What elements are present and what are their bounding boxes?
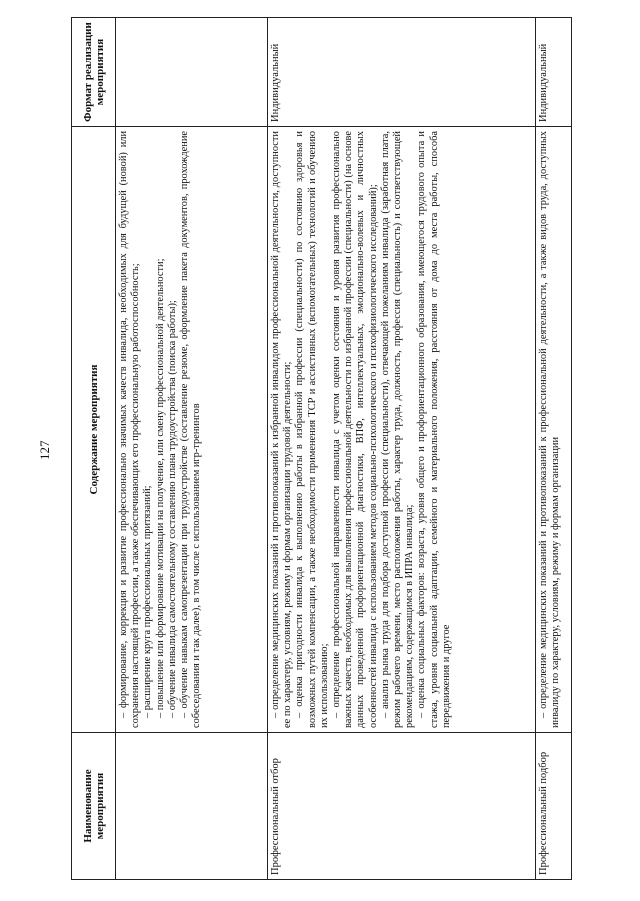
row-format: Индивидуальный [268, 18, 536, 127]
row-name: Профессиональный подбор [536, 733, 572, 880]
list-item: – обучение инвалида самостоятельному составлению плана трудоустройства (поиска работы); [166, 300, 178, 718]
table-row [268, 18, 536, 880]
table-row [536, 18, 572, 880]
list-item: – оценка социальных факторов: возраста, уровня общего и профориентационного образования, имеющегося трудового опыта и стажа, уровня социальной адаптации, семейного и материального положения, расстояния от дома до места работы, способа передвижения и другое [416, 131, 452, 728]
list-item: – определение профессиональной направленности инвалида с учетом оценки состояния и уровня развития профессионально важных качеств, необходимых для выполнения профессиональной деятельности по избранной профессии (специальности) (на основе данных проведенной профориентационной диагностики, ВПФ, интеллектуальных, эмоционально-волевых и личностных особенностей инвалида с использованием методов социально-психологического и психофизиологического исследований); [331, 131, 379, 728]
row-content [116, 127, 268, 733]
header-content: Содержание мероприятия [72, 127, 116, 733]
rotated-table-container [71, 22, 611, 880]
header-format: Формат реализации мероприятия [72, 18, 116, 127]
row-content [536, 127, 572, 733]
list-item: – определение медицинских показаний и противопоказаний к избранной инвалидом профессиональной деятельности, доступности ее по характеру, условиям, режиму и формам организации трудовой деятельности; [270, 131, 294, 728]
list-item: – повышение или формирование мотивации на получение, или смену профессиональной деятельности; [154, 258, 166, 718]
row-format: Индивидуальный [536, 18, 572, 127]
list-item: – формирование, коррекция и развитие профессионально значимых качеств инвалида, необходимых для будущей (новой) или сохранения настоящей профессии, а также обеспечивающих его профессиональную работоспособность; [118, 131, 142, 728]
list-item: – определение медицинских показаний и противопоказаний к профессиональной деятельности, а также видов труда, доступных инвалиду по характеру, условиям, режиму и формам организации [538, 131, 562, 728]
header-name: Наименование мероприятия [72, 733, 116, 880]
list-item: – оценка пригодности инвалида к выполнению работы в избранной профессии (специальности) по состоянию здоровья и возможных путей компенсации, а также необходимости применения ТСР и ассистивных (вспомогательных) технологий и обучению их использованию; [294, 131, 330, 728]
row-name: Профессиональный отбор [268, 733, 536, 880]
list-item: – расширение круга профессиональных притязаний; [142, 485, 154, 718]
measures-table [71, 17, 572, 880]
page-body [71, 22, 611, 880]
page-number: 127 [37, 440, 52, 460]
row-name [116, 733, 268, 880]
table-header-row [72, 18, 116, 880]
list-item: – анализ рынка труда для подбора доступной профессии (специальности), отвечающей пожеланиям инвалида (заработная плата, режим рабочего времени, место расположения работы, характер труда, должность, профессия (специальность) и соответствующей рекомендациям, содержащимся в ИПРА инвалида; [379, 131, 416, 728]
row-content [268, 127, 536, 733]
row-format [116, 18, 268, 127]
table-row [116, 18, 268, 880]
list-item: – обучение навыкам самопрезентации при трудоустройстве (составление резюме, оформление пакета документов, прохождение собеседования и так далее), в том числе с использованием игр-тренингов [179, 131, 203, 728]
